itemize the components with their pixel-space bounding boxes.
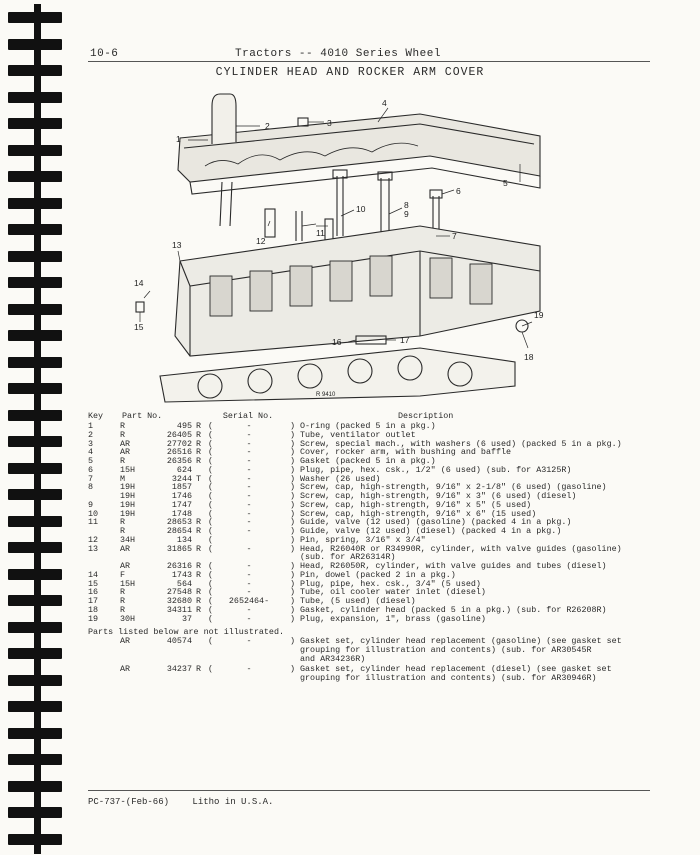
part-suffix-cell: R (196, 604, 202, 615)
part-number-cell: 34311 (166, 604, 192, 615)
callout-5: 5 (503, 178, 508, 188)
key-cell: 18 (88, 604, 99, 615)
serial-open-paren: ( (208, 636, 214, 646)
part-prefix-cell: R (120, 604, 126, 615)
binding-ring (34, 349, 41, 377)
serial-close-paren: ) (290, 596, 296, 606)
part-suffix-cell: R (196, 561, 202, 571)
callout-4: 4 (382, 98, 387, 108)
description-cell: O-ring (packed 5 in a pkg.) (300, 421, 436, 431)
serial-open-paren: ( (208, 569, 214, 580)
serial-open-paren: ( (208, 578, 214, 589)
serial-close-paren: ) (290, 526, 296, 536)
part-prefix-cell: R (120, 526, 126, 536)
binding-ring (34, 296, 41, 324)
page-footer (88, 797, 291, 807)
part-suffix-cell: R (196, 596, 202, 606)
description-cell: Pin, spring, 3/16" x 3/4" (300, 534, 426, 545)
serial-cell: - (246, 543, 252, 554)
serial-open-paren: ( (208, 517, 214, 528)
serial-cell: - (246, 561, 252, 571)
callout-18: 18 (524, 352, 534, 362)
serial-close-paren: ) (290, 499, 296, 510)
serial-cell: - (246, 447, 252, 458)
part-prefix-cell: M (120, 473, 126, 484)
description-cell: Screw, cap, high-strength, 9/16" x 2-1/8" (6 used) (gasoline) (300, 482, 607, 493)
serial-open-paren: ( (208, 543, 214, 554)
binding-ring (34, 693, 41, 721)
serial-open-paren: ( (208, 421, 214, 431)
part-prefix-cell: AR (120, 561, 131, 571)
key-cell: 16 (88, 587, 99, 598)
part-number-cell: 624 (176, 464, 192, 475)
description-cell: Tube, oil cooler water inlet (diesel) (300, 587, 486, 598)
serial-open-paren: ( (208, 464, 214, 475)
key-cell: 1 (88, 421, 94, 431)
callout-15: 15 (134, 322, 144, 332)
callout-17: 17 (400, 335, 410, 345)
parts-table (88, 412, 668, 685)
serial-close-paren: ) (290, 636, 296, 646)
binding-ring (34, 508, 41, 536)
part-prefix-cell: R (120, 596, 126, 606)
key-cell: 11 (88, 517, 99, 528)
serial-cell: - (246, 429, 252, 440)
serial-open-paren: ( (208, 429, 214, 440)
header-rule (88, 61, 650, 62)
serial-cell: - (246, 438, 252, 449)
serial-open-paren: ( (208, 534, 214, 545)
serial-close-paren: ) (290, 569, 296, 580)
serial-close-paren: ) (290, 543, 296, 554)
serial-open-paren: ( (208, 447, 214, 458)
serial-cell: - (246, 587, 252, 598)
callout-8: 8 (404, 200, 409, 210)
key-cell: 12 (88, 534, 99, 545)
part-prefix-cell: 19H (120, 508, 136, 519)
binding-ring (34, 190, 41, 218)
description-cell: Gasket set, cylinder head replacement (diesel) (see gasket set (300, 664, 612, 675)
key-cell: 2 (88, 429, 94, 440)
serial-open-paren: ( (208, 491, 214, 501)
part-suffix-cell: R (196, 543, 202, 554)
description-cell: Gasket, cylinder head (packed 5 in a pkg.) (sub. for R26208R) (300, 604, 607, 615)
callout-9: 9 (404, 209, 409, 219)
part-prefix-cell: AR (120, 543, 131, 554)
key-cell: 13 (88, 543, 99, 554)
key-cell: 4 (88, 447, 94, 458)
footer-code: PC-737-(Feb-66) (88, 797, 170, 807)
serial-open-paren: ( (208, 508, 214, 519)
serial-open-paren: ( (208, 613, 214, 624)
header-key: Key (88, 411, 104, 421)
serial-open-paren: ( (208, 664, 214, 675)
serial-cell: - (246, 464, 252, 475)
key-cell: 14 (88, 569, 99, 580)
part-number-cell: 27548 (166, 587, 192, 598)
callout-2: 2 (265, 121, 270, 131)
part-suffix-cell: R (196, 447, 202, 458)
part-prefix-cell: 34H (120, 534, 136, 545)
serial-open-paren: ( (208, 526, 214, 536)
binding-ring (34, 428, 41, 456)
serial-close-paren: ) (290, 578, 296, 589)
binding-ring (34, 826, 41, 854)
part-prefix-cell: AR (120, 636, 131, 646)
part-number-cell: 1747 (171, 499, 192, 510)
part-number-cell: 27702 (166, 438, 192, 449)
table-row (88, 655, 668, 664)
binding-ring (34, 614, 41, 642)
serial-close-paren: ) (290, 491, 296, 501)
description-cell: Tube, ventilator outlet (300, 429, 416, 440)
serial-open-paren: ( (208, 596, 214, 606)
serial-cell: - (246, 473, 252, 484)
description-cell: Plug, pipe, hex. csk., 3/4" (5 used) (300, 578, 481, 589)
part-suffix-cell: R (196, 587, 202, 598)
key-cell: 19 (88, 613, 99, 624)
part-suffix-cell: R (196, 456, 202, 466)
table-row (88, 674, 668, 683)
part-number-cell: 1857 (171, 482, 192, 493)
key-cell: 7 (88, 473, 94, 484)
binding-ring (34, 31, 41, 59)
part-suffix-cell: T (196, 473, 202, 484)
description-cell: Washer (26 used) (300, 473, 381, 484)
serial-close-paren: ) (290, 456, 296, 466)
description-cell: Head, R26040R or R34990R, cylinder, with valve guides (gasoline) (300, 543, 622, 554)
callout-13: 13 (172, 240, 182, 250)
part-suffix-cell: R (196, 569, 202, 580)
serial-close-paren: ) (290, 604, 296, 615)
serial-open-paren: ( (208, 482, 214, 493)
header-part-no: Part No. (122, 411, 163, 421)
binding-ring (34, 137, 41, 165)
part-number-cell: 1748 (171, 508, 192, 519)
serial-close-paren: ) (290, 421, 296, 431)
serial-cell: - (246, 421, 252, 431)
part-prefix-cell: R (120, 429, 126, 440)
part-number-cell: 1746 (171, 491, 192, 501)
callout-19: 19 (534, 310, 544, 320)
callout-12: 12 (256, 236, 266, 246)
part-prefix-cell: 19H (120, 491, 136, 501)
binding-ring (34, 375, 41, 403)
not-illustrated-label: Parts listed below are not illustrated. (88, 627, 285, 638)
serial-close-paren: ) (290, 438, 296, 449)
binding-ring (34, 163, 41, 191)
binding-ring (34, 243, 41, 271)
part-number-cell: 26405 (166, 429, 192, 440)
part-number-cell: 34237 (166, 664, 192, 675)
part-number-cell: 134 (176, 534, 192, 545)
callout-3: 3 (327, 118, 332, 128)
description-cell: Plug, pipe, hex. csk., 1/2" (6 used) (sub. for A3125R) (300, 464, 572, 475)
part-number-cell: 40574 (166, 636, 192, 646)
key-cell: 5 (88, 456, 94, 466)
serial-open-paren: ( (208, 604, 214, 615)
binding-ring (34, 561, 41, 589)
description-cell: Plug, expansion, 1", brass (gasoline) (300, 613, 486, 624)
serial-close-paren: ) (290, 664, 296, 675)
binding-ring (34, 640, 41, 668)
footer-litho: Litho in U.S.A. (192, 797, 274, 807)
key-cell: 10 (88, 508, 99, 519)
binding-ring (34, 534, 41, 562)
description-cell: grouping for illustration and contents) (sub. for AR30545R (300, 644, 592, 655)
serial-cell: - (246, 499, 252, 510)
binding-ring (34, 773, 41, 801)
key-cell: 17 (88, 596, 99, 606)
not-illustrated-rows (88, 637, 668, 685)
serial-close-paren: ) (290, 447, 296, 458)
serial-cell: - (246, 613, 252, 624)
page-title: Tractors -- 4010 Series Wheel (235, 48, 441, 60)
serial-open-paren: ( (208, 561, 214, 571)
section-title: CYLINDER HEAD AND ROCKER ARM COVER (215, 66, 485, 79)
part-number-cell: 32680 (166, 596, 192, 606)
description-cell: Screw, special mach., with washers (6 used) (packed 5 in a pkg.) (300, 438, 622, 449)
description-cell: Pin, dowel (packed 2 in a pkg.) (300, 569, 456, 580)
serial-close-paren: ) (290, 508, 296, 519)
part-number-cell: 31865 (166, 543, 192, 554)
part-number-cell: 495 (176, 421, 192, 431)
serial-close-paren: ) (290, 613, 296, 624)
serial-cell: 2652464- (228, 596, 270, 606)
part-prefix-cell: 15H (120, 578, 136, 589)
part-suffix-cell: R (196, 517, 202, 528)
binding-ring (34, 322, 41, 350)
serial-cell: - (246, 482, 252, 493)
part-number-cell: 28653 (166, 517, 192, 528)
part-number-cell: 28654 (166, 526, 192, 536)
part-prefix-cell: R (120, 517, 126, 528)
part-suffix-cell: R (196, 664, 202, 675)
description-cell: Cover, rocker arm, with bushing and baffle (300, 447, 512, 458)
description-cell: (sub. for AR26314R) (300, 552, 396, 563)
part-suffix-cell: R (196, 526, 202, 536)
part-prefix-cell: 15H (120, 464, 136, 475)
description-cell: and AR34236R) (300, 653, 366, 664)
part-prefix-cell: R (120, 421, 126, 431)
part-number-cell: 3244 (171, 473, 192, 484)
binding-ring (34, 84, 41, 112)
serial-close-paren: ) (290, 561, 296, 571)
binding-ring (34, 269, 41, 297)
description-cell: Gasket set, cylinder head replacement (gasoline) (see gasket set (300, 636, 622, 646)
key-cell: 8 (88, 482, 94, 493)
key-cell: 9 (88, 499, 94, 510)
serial-cell: - (246, 636, 252, 646)
binding-ring (34, 110, 41, 138)
part-number-cell: 564 (176, 578, 192, 589)
binding-ring (34, 216, 41, 244)
exploded-parts-diagram (120, 86, 560, 406)
description-cell: Head, R26050R, cylinder, with valve guides and tubes (diesel) (300, 561, 607, 571)
part-prefix-cell: AR (120, 438, 131, 449)
part-suffix-cell: R (196, 429, 202, 440)
callout-7: 7 (452, 231, 457, 241)
callout-11: 11 (316, 228, 325, 238)
part-number-cell: 26316 (166, 561, 192, 571)
serial-open-paren: ( (208, 587, 214, 598)
part-prefix-cell: R (120, 587, 126, 598)
serial-cell: - (246, 604, 252, 615)
serial-close-paren: ) (290, 517, 296, 528)
part-suffix-cell: R (196, 421, 202, 431)
binding-ring (34, 746, 41, 774)
description-cell: grouping for illustration and contents) (sub. for AR30946R) (300, 673, 597, 683)
description-cell: Guide, valve (12 used) (diesel) (packed 4 in a pkg.) (300, 526, 562, 536)
part-number-cell: 26356 (166, 456, 192, 466)
part-number-cell: 1743 (171, 569, 192, 580)
serial-open-paren: ( (208, 473, 214, 484)
description-cell: Tube, (5 used) (diesel) (300, 596, 416, 606)
binding-ring (34, 587, 41, 615)
serial-cell: - (246, 569, 252, 580)
serial-close-paren: ) (290, 482, 296, 493)
page-number: 10-6 (90, 48, 119, 60)
description-cell: Screw, cap, high-strength, 9/16" x 6" (15 used) (300, 508, 537, 519)
callout-16: 16 (332, 337, 342, 347)
spiral-binding (0, 0, 74, 855)
callout-1: 1 (176, 134, 181, 144)
serial-open-paren: ( (208, 499, 214, 510)
serial-close-paren: ) (290, 534, 296, 545)
header-description: Description (398, 411, 454, 421)
serial-open-paren: ( (208, 456, 214, 466)
part-prefix-cell: F (120, 569, 126, 580)
serial-close-paren: ) (290, 587, 296, 598)
part-prefix-cell: AR (120, 447, 131, 458)
table-row (88, 615, 668, 624)
binding-ring (34, 720, 41, 748)
serial-close-paren: ) (290, 429, 296, 440)
description-cell: Screw, cap, high-strength, 9/16" x 3" (6 used) (diesel) (300, 491, 577, 501)
parts-rows (88, 422, 668, 623)
key-cell: 6 (88, 464, 94, 475)
serial-cell: - (246, 491, 252, 501)
binding-ring (34, 455, 41, 483)
serial-close-paren: ) (290, 473, 296, 484)
serial-close-paren: ) (290, 464, 296, 475)
drawing-number: R 9410 (316, 392, 336, 398)
binding-ring (34, 481, 41, 509)
serial-open-paren: ( (208, 438, 214, 449)
footer-rule (88, 790, 650, 791)
parts-illustration (120, 86, 560, 406)
part-number-cell: 37 (181, 613, 192, 624)
serial-cell: - (246, 578, 252, 589)
part-prefix-cell: R (120, 456, 126, 466)
serial-cell: - (246, 456, 252, 466)
key-cell: 3 (88, 438, 94, 449)
serial-cell: - (246, 664, 252, 675)
callout-10: 10 (356, 204, 366, 214)
binding-ring (34, 799, 41, 827)
serial-cell: - (246, 517, 252, 528)
serial-cell: - (246, 526, 252, 536)
part-prefix-cell: 19H (120, 499, 136, 510)
serial-cell: - (246, 508, 252, 519)
table-row (88, 646, 668, 655)
description-cell: Screw, cap, high-strength, 9/16" x 5" (5 used) (300, 499, 532, 510)
callout-6: 6 (456, 186, 461, 196)
binding-ring (34, 402, 41, 430)
part-prefix-cell: AR (120, 664, 131, 675)
part-prefix-cell: 30H (120, 613, 136, 624)
key-cell: 15 (88, 578, 99, 589)
part-number-cell: 26516 (166, 447, 192, 458)
part-suffix-cell: R (196, 438, 202, 449)
binding-ring (34, 667, 41, 695)
description-cell: Guide, valve (12 used) (gasoline) (packed 4 in a pkg.) (300, 517, 572, 528)
binding-ring (34, 4, 41, 32)
header-serial-no: Serial No. (222, 411, 274, 421)
part-prefix-cell: 19H (120, 482, 136, 493)
callout-14: 14 (134, 278, 144, 288)
description-cell: Gasket (packed 5 in a pkg.) (300, 456, 436, 466)
